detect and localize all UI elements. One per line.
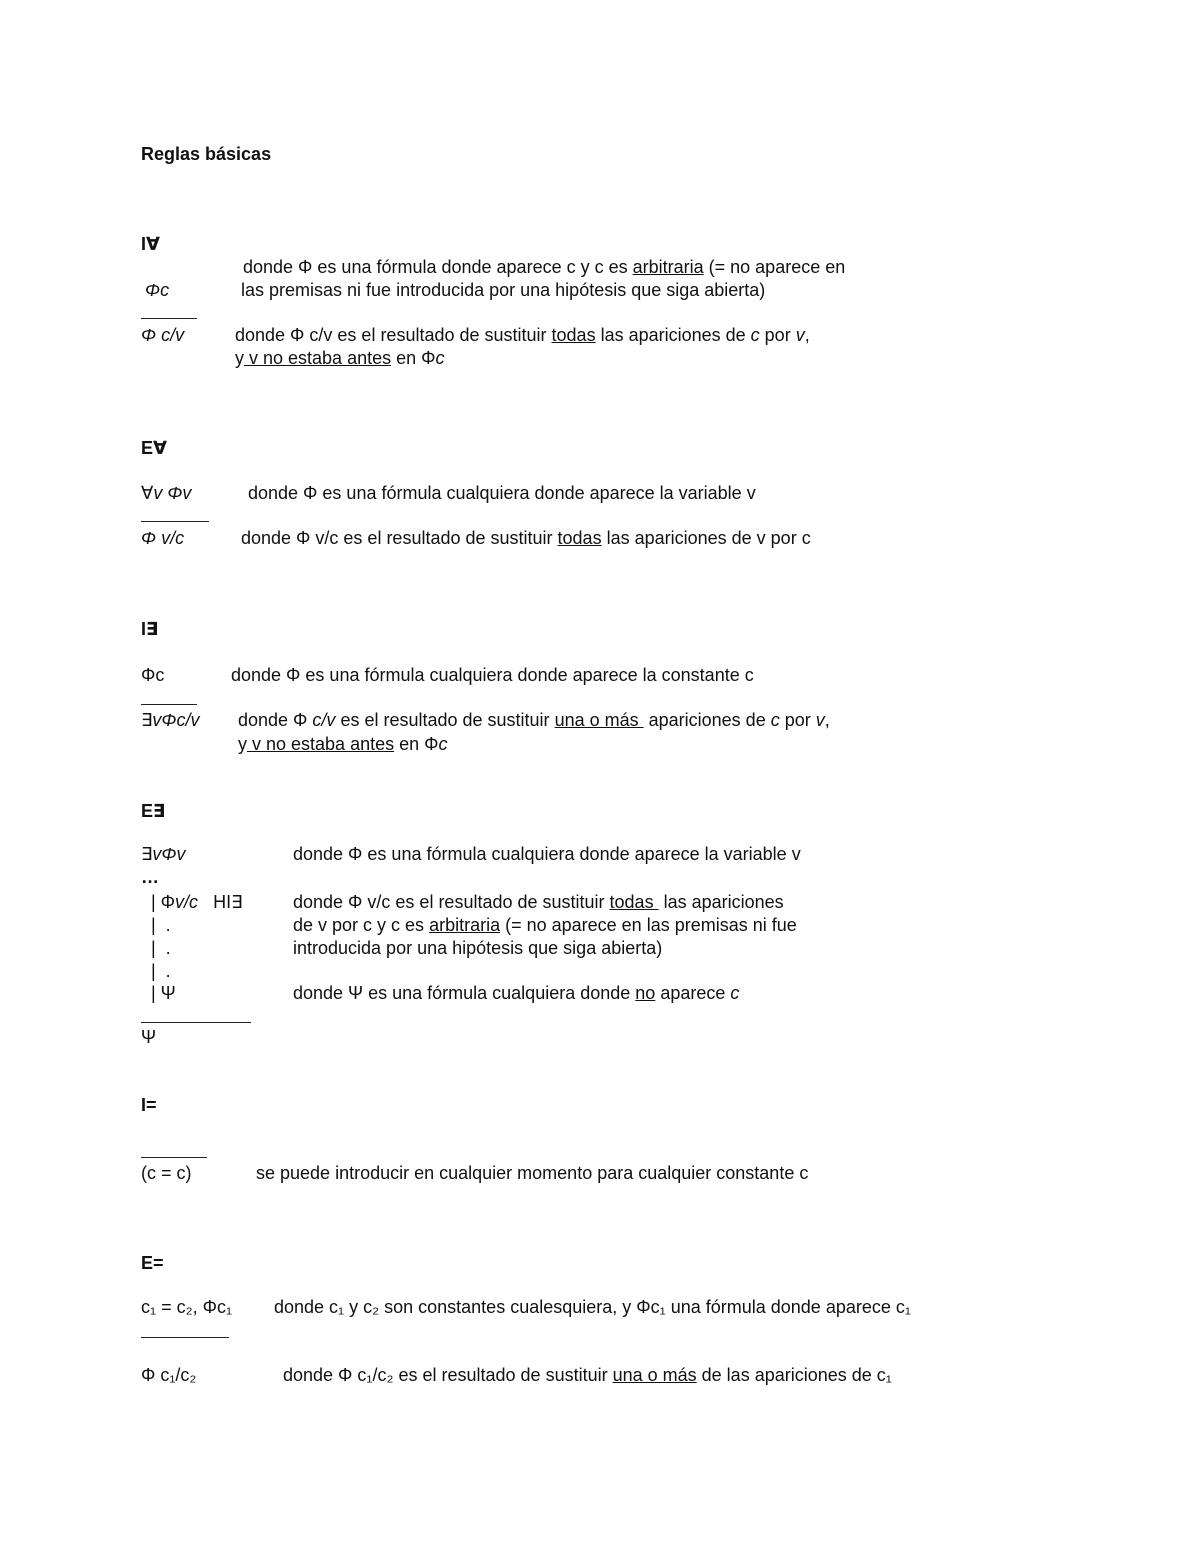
rule-heading: E∃ xyxy=(141,801,166,821)
rule-note: donde Φ c/v es el resultado de sustituir todas las apariciones de c por v, xyxy=(235,325,810,345)
rule-note: donde Φ es una fórmula cualquiera donde aparece la variable v xyxy=(248,483,756,503)
rule-note: y v no estaba antes en Φc xyxy=(235,348,445,368)
rule-note: donde Φ v/c es el resultado de sustituir todas las apariciones xyxy=(293,892,784,912)
rule-note: y v no estaba antes en Φc xyxy=(238,734,448,754)
rule-conclusion: Φ c₁/c₂ xyxy=(141,1365,197,1385)
rule-heading: I∃ xyxy=(141,619,159,639)
rule-conclusion: ∃vΦc/v xyxy=(141,710,200,730)
inference-line xyxy=(141,318,197,319)
rule-premise: ∃vΦv xyxy=(141,844,186,864)
rule-conclusion: Φ v/c xyxy=(141,528,185,548)
rule-heading: I= xyxy=(141,1095,157,1115)
rule-note: donde c₁ y c₂ son constantes cualesquiera, y Φc₁ una fórmula donde aparece c₁ xyxy=(274,1297,911,1317)
rule-note: donde Φ c₁/c₂ es el resultado de sustituir una o más de las apariciones de c₁ xyxy=(283,1365,892,1385)
rule-conclusion: Φ c/v xyxy=(141,325,185,345)
rule-heading: E∀ xyxy=(141,438,167,458)
subproof-bar: | . xyxy=(151,915,171,935)
rule-premise: Φc xyxy=(145,280,170,300)
inference-line xyxy=(141,521,209,522)
rule-conclusion: Ψ xyxy=(141,1027,157,1047)
rule-note: donde Ψ es una fórmula cualquiera donde no aparece c xyxy=(293,983,740,1003)
rule-note: se puede introducir en cualquier momento para cualquier constante c xyxy=(256,1163,809,1183)
rule-premise: ∀v Φv xyxy=(141,483,192,503)
rule-premise: c₁ = c₂, Φc₁ xyxy=(141,1297,233,1317)
rule-note: donde Φ es una fórmula donde aparece c y c es arbitraria (= no aparece en xyxy=(243,257,846,277)
rule-note: donde Φ es una fórmula cualquiera donde aparece la constante c xyxy=(231,665,754,685)
rule-note: introducida por una hipótesis que siga abierta) xyxy=(293,938,663,958)
rule-premise: Φc xyxy=(141,665,165,685)
subproof-bar: | . xyxy=(151,938,171,958)
inference-line xyxy=(141,704,197,705)
rule-note: donde Φ v/c es el resultado de sustituir todas las apariciones de v por c xyxy=(241,528,811,548)
rule-note: las premisas ni fue introducida por una hipótesis que siga abierta) xyxy=(241,280,766,300)
ellipsis: … xyxy=(141,867,159,887)
rule-note: de v por c y c es arbitraria (= no aparece en las premisas ni fue xyxy=(293,915,797,935)
page-title: Reglas básicas xyxy=(141,144,272,164)
rule-conclusion: (c = c) xyxy=(141,1163,192,1183)
inference-line xyxy=(141,1022,251,1023)
rule-note: donde Φ c/v es el resultado de sustituir una o más apariciones de c por v, xyxy=(238,710,830,730)
rule-heading: I∀ xyxy=(141,234,160,254)
subproof-bar: | . xyxy=(151,961,171,981)
rule-note: donde Φ es una fórmula cualquiera donde aparece la variable v xyxy=(293,844,801,864)
rule-heading: E= xyxy=(141,1253,164,1273)
subproof-conclusion: | Ψ xyxy=(151,983,176,1003)
inference-line xyxy=(141,1157,207,1158)
inference-line xyxy=(141,1337,229,1338)
hypothesis-line: | Φv/c HI∃ xyxy=(151,892,243,912)
